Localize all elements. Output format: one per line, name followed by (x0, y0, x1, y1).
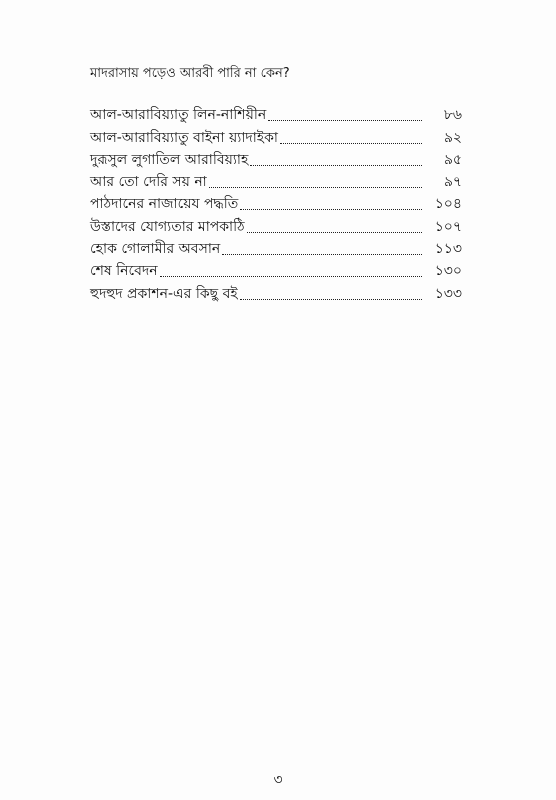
toc-entry-page: ৮৬ (443, 107, 462, 124)
table-of-contents (90, 102, 462, 303)
toc-entry-title: আল-আরাবিয়্যাতু লিন-নাশিয়ীন (90, 107, 267, 124)
toc-entry-page: ১০৭ (434, 218, 462, 235)
toc-entry (90, 213, 462, 235)
toc-entry-title: আল-আরাবিয়্যাতু বাইনা য়্যাদাইকা (90, 129, 278, 146)
toc-entry-page: ১০৪ (434, 196, 462, 213)
toc-dot-leader (160, 276, 422, 277)
toc-entry (90, 280, 462, 302)
toc-dot-leader (247, 232, 422, 233)
toc-entry (90, 169, 462, 191)
toc-dot-leader (209, 187, 422, 188)
toc-entry (90, 236, 462, 258)
section-heading: মাদরাসায় পড়েও আরবী পারি না কেন? (90, 66, 290, 81)
toc-entry-title: শেষ নিবেদন (90, 263, 158, 280)
toc-entry-page: ৯৫ (443, 151, 462, 168)
toc-entry (90, 258, 462, 280)
toc-dot-leader (222, 254, 422, 255)
toc-dot-leader (250, 165, 422, 166)
toc-entry (90, 124, 462, 146)
toc-entry-page: ৯৭ (443, 174, 462, 191)
toc-entry-page: ১১৩ (434, 241, 462, 258)
toc-entry (90, 102, 462, 124)
toc-entry (90, 147, 462, 169)
toc-entry-page: ১৩০ (434, 263, 462, 280)
toc-dot-leader (240, 209, 422, 210)
page-number: ৩ (273, 772, 283, 788)
toc-entry-title: পাঠদানের নাজায়েয পদ্ধতি (90, 196, 239, 213)
toc-entry-title: হুদহুদ প্রকাশন-এর কিছু বই (90, 285, 238, 302)
toc-dot-leader (240, 299, 422, 300)
toc-entry-page: ৯২ (443, 129, 462, 146)
toc-entry-title: হোক গোলামীর অবসান (90, 241, 221, 258)
toc-dot-leader (268, 120, 422, 121)
toc-entry-title: আর তো দেরি সয় না (90, 174, 207, 191)
toc-entry-page: ১৩৩ (434, 285, 462, 302)
toc-entry (90, 191, 462, 213)
toc-dot-leader (280, 143, 422, 144)
toc-entry-title: দুরূসুল লুগাতিল আরাবিয়্যাহ (90, 151, 249, 168)
toc-entry-title: উস্তাদের যোগ্যতার মাপকাঠি (90, 218, 245, 235)
